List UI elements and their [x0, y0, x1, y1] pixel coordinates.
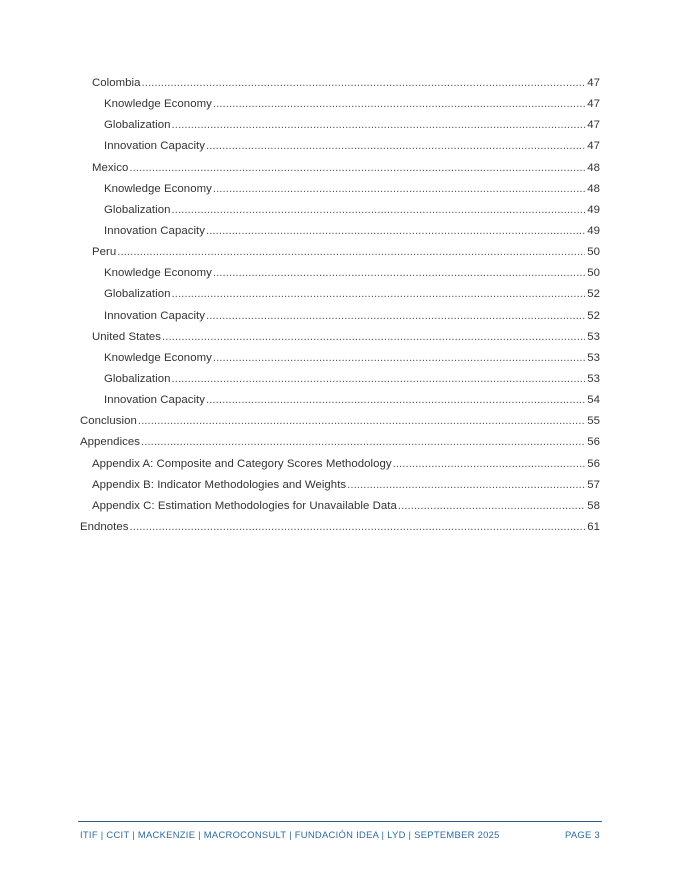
toc-page-number: 56 [587, 436, 600, 449]
toc-entry[interactable] [80, 119, 600, 140]
toc-dot-leader [117, 246, 585, 258]
toc-entry-label: Appendix C: Estimation Methodologies for Unavailable Data [92, 499, 397, 512]
toc-page-number: 54 [587, 394, 600, 407]
toc-dot-leader [213, 267, 585, 279]
toc-dot-leader [172, 373, 586, 385]
toc-entry-label: Knowledge Economy [104, 182, 212, 195]
toc-page-number: 53 [587, 330, 600, 343]
toc-entry[interactable] [80, 352, 600, 373]
toc-entry[interactable] [80, 458, 600, 479]
toc-entry-label: Appendix B: Indicator Methodologies and Weights [92, 478, 347, 491]
toc-page-number: 48 [587, 161, 600, 174]
toc-entry-label: Peru [92, 246, 117, 259]
toc-entry-label: Appendix A: Composite and Category Scores Methodology [92, 457, 392, 470]
toc-entry-label: Globalization [104, 372, 171, 385]
toc-entry-label: Globalization [104, 203, 171, 216]
page-footer [78, 821, 602, 840]
toc-entry-label: Innovation Capacity [104, 140, 205, 153]
footer-page-number: PAGE 3 [565, 829, 600, 840]
toc-entry[interactable] [80, 183, 600, 204]
toc-page-number: 61 [587, 520, 600, 533]
toc-entry-label: Appendices [80, 436, 141, 449]
toc-entry[interactable] [80, 204, 600, 225]
toc-dot-leader [213, 98, 585, 110]
toc-entry[interactable] [80, 288, 600, 309]
toc-entry-label: Conclusion [80, 415, 137, 428]
toc-entry[interactable] [80, 140, 600, 161]
toc-dot-leader [206, 394, 585, 406]
toc-entry[interactable] [80, 225, 600, 246]
toc-page-number: 55 [587, 415, 600, 428]
toc-page-number: 57 [587, 478, 600, 491]
toc-entry-label: Colombia [92, 77, 141, 89]
toc-dot-leader [213, 183, 585, 195]
toc-entry[interactable] [80, 436, 600, 457]
toc-entry-label: Endnotes [80, 520, 129, 533]
toc-page-number: 47 [587, 119, 600, 132]
toc-entry-label: Knowledge Economy [104, 267, 212, 280]
toc-page-number: 47 [587, 140, 600, 153]
toc-entry-label: United States [92, 330, 162, 343]
toc-page-number: 52 [587, 309, 600, 322]
toc-entry[interactable] [80, 310, 600, 331]
toc-entry[interactable] [80, 246, 600, 267]
toc-dot-leader [162, 331, 585, 343]
toc-entry[interactable] [80, 415, 600, 436]
toc-dot-leader [172, 288, 586, 300]
toc-dot-leader [213, 352, 585, 364]
toc-entry[interactable] [80, 267, 600, 288]
toc-page-number: 53 [587, 351, 600, 364]
toc-dot-leader [142, 77, 586, 89]
toc-entry[interactable] [80, 98, 600, 119]
toc-entry[interactable] [80, 373, 600, 394]
toc-entry-label: Innovation Capacity [104, 309, 205, 322]
toc-entry-label: Knowledge Economy [104, 98, 212, 111]
toc-page-number: 53 [587, 372, 600, 385]
toc-entry[interactable] [80, 162, 600, 183]
toc-entry[interactable] [80, 77, 600, 98]
toc-dot-leader [172, 119, 586, 131]
toc-dot-leader [206, 140, 585, 152]
toc-dot-leader [129, 162, 585, 174]
toc-page-number: 52 [587, 288, 600, 301]
toc-page-number: 56 [587, 457, 600, 470]
toc-page-number: 50 [587, 267, 600, 280]
toc-page-number: 47 [587, 98, 600, 111]
toc-entry-label: Mexico [92, 161, 129, 174]
toc-page-number: 48 [587, 182, 600, 195]
toc-entry-label: Globalization [104, 288, 171, 301]
toc-entry[interactable] [80, 331, 600, 352]
toc-page-number: 50 [587, 246, 600, 259]
toc-dot-leader [141, 436, 585, 448]
toc-dot-leader [206, 225, 585, 237]
footer-organizations: ITIF | CCIT | MACKENZIE | MACROCONSULT | FUNDACIÓN IDEA | LYD | SEPTEMBER 2025 [80, 829, 500, 840]
toc-dot-leader [347, 479, 585, 491]
toc-entry-label: Knowledge Economy [104, 351, 212, 364]
toc-dot-leader [138, 415, 585, 427]
toc-page-number: 47 [587, 77, 600, 89]
toc-page-number: 49 [587, 224, 600, 237]
toc-entry[interactable] [80, 394, 600, 415]
toc-dot-leader [206, 310, 585, 322]
toc-dot-leader [130, 521, 586, 533]
toc-entry[interactable] [80, 500, 600, 521]
toc-page-number: 58 [587, 499, 600, 512]
toc-dot-leader [172, 204, 586, 216]
table-of-contents [80, 77, 600, 542]
toc-entry-label: Innovation Capacity [104, 394, 205, 407]
toc-entry-label: Innovation Capacity [104, 224, 205, 237]
toc-dot-leader [393, 458, 586, 470]
toc-entry[interactable] [80, 479, 600, 500]
toc-entry[interactable] [80, 521, 600, 542]
toc-entry-label: Globalization [104, 119, 171, 132]
toc-dot-leader [398, 500, 585, 512]
toc-page-number: 49 [587, 203, 600, 216]
